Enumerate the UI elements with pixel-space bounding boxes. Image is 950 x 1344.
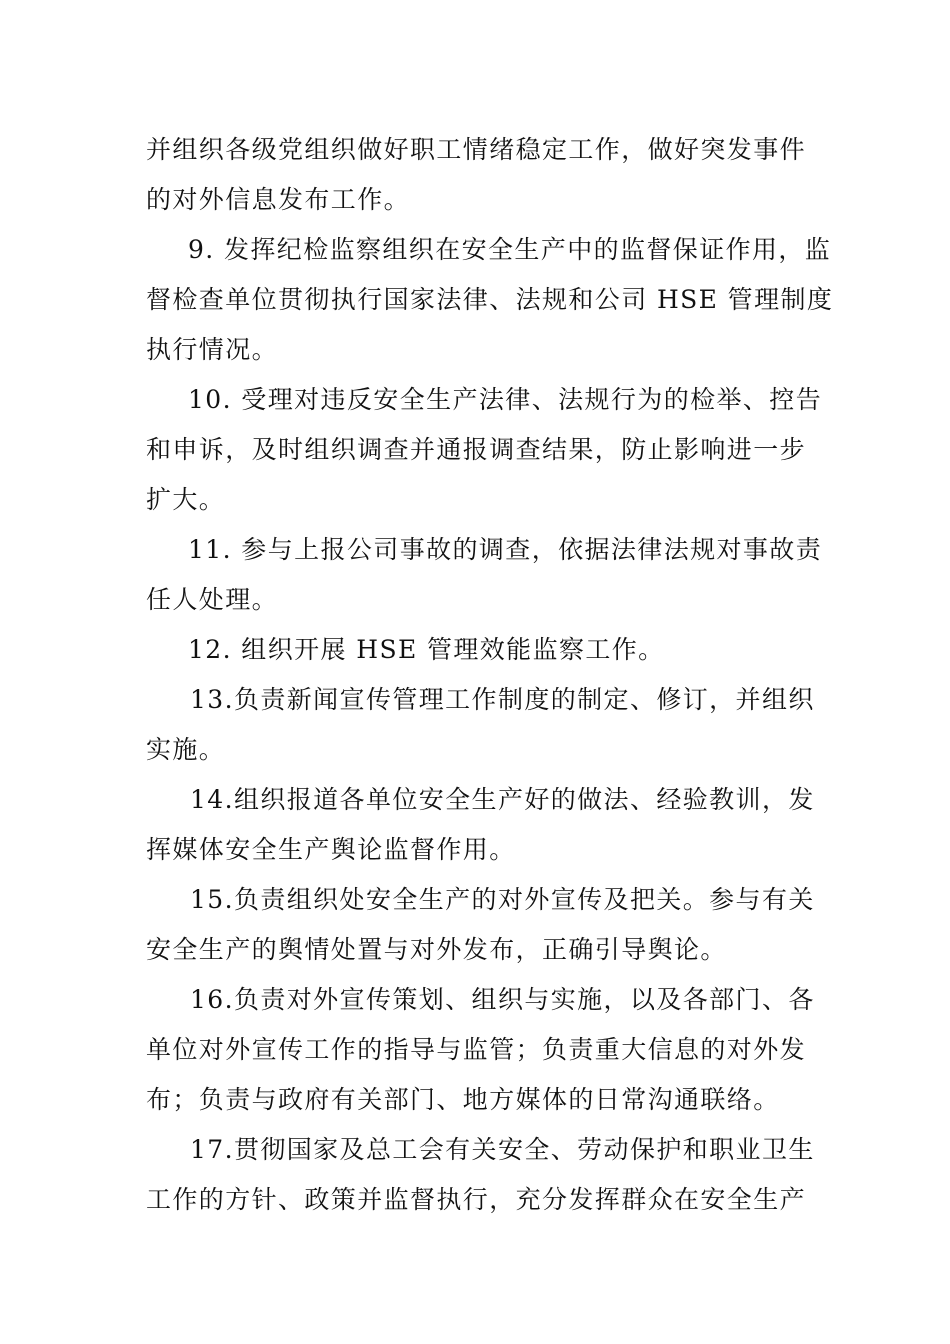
item-12-line: 12. 组织开展 HSE 管理效能监察工作。: [188, 635, 665, 664]
text-line: 工作的方针、政策并监督执行，充分发挥群众在安全生产: [146, 1185, 807, 1214]
text-line: 安全生产的舆情处置与对外发布，正确引导舆论。: [146, 935, 727, 964]
item-17-line: 17.贯彻国家及总工会有关安全、劳动保护和职业卫生: [190, 1135, 815, 1164]
item-10-line: 10. 受理对违反安全生产法律、法规行为的检举、控告: [188, 385, 823, 414]
text-line: 挥媒体安全生产舆论监督作用。: [146, 835, 516, 864]
text-line: 和申诉，及时组织调查并通报调查结果，防止影响进一步: [146, 435, 807, 464]
item-9-line: 9. 发挥纪检监察组织在安全生产中的监督保证作用，监: [188, 235, 832, 264]
item-16-line: 16.负责对外宣传策划、组织与实施，以及各部门、各: [190, 985, 815, 1014]
item-15-line: 15.负责组织处安全生产的对外宣传及把关。参与有关: [190, 885, 815, 914]
item-13-line: 13.负责新闻宣传管理工作制度的制定、修订，并组织: [190, 685, 815, 714]
text-line: 的对外信息发布工作。: [146, 185, 411, 214]
text-line: 任人处理。: [146, 585, 279, 614]
text-line: 实施。: [146, 735, 226, 764]
text-line: 布；负责与政府有关部门、地方媒体的日常沟通联络。: [146, 1085, 780, 1114]
item-14-line: 14.组织报道各单位安全生产好的做法、经验教训，发: [190, 785, 815, 814]
text-line: 扩大。: [146, 485, 226, 514]
text-line: 并组织各级党组织做好职工情绪稳定工作，做好突发事件: [146, 135, 807, 164]
text-line: 执行情况。: [146, 335, 279, 364]
text-line: 督检查单位贯彻执行国家法律、法规和公司 HSE 管理制度: [146, 285, 834, 314]
text-line: 单位对外宣传工作的指导与监管；负责重大信息的对外发: [146, 1035, 807, 1064]
item-11-line: 11. 参与上报公司事故的调查，依据法律法规对事故责: [188, 535, 823, 564]
